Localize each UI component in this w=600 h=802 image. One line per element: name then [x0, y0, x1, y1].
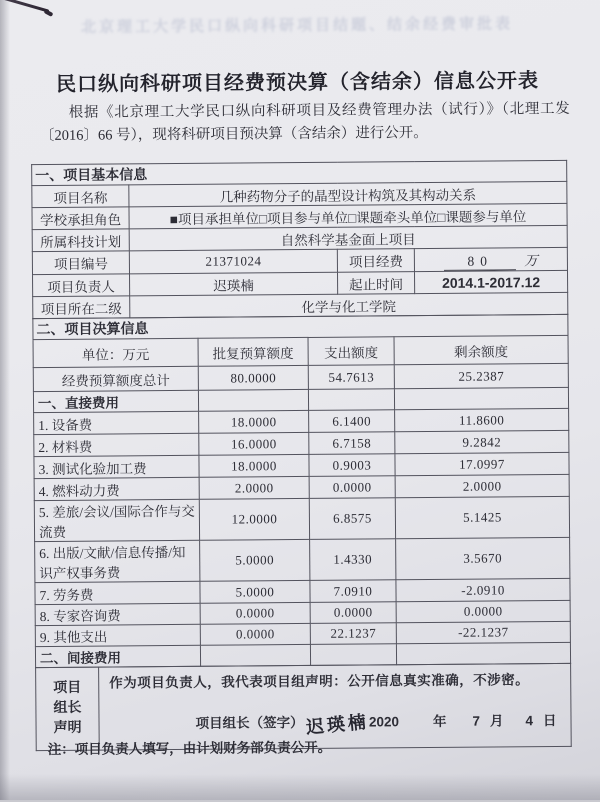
item-label: 6. 出版/文献/信息传播/知识产权事务费: [35, 540, 200, 582]
empty-cell: [198, 389, 308, 411]
item-label: 5. 差旅/会议/国际合作与交流费: [34, 499, 199, 541]
indirect-costs-header: 二、间接费用: [35, 645, 200, 667]
total-remaining: 25.2387: [394, 363, 568, 388]
basic-info-table: [31, 160, 568, 319]
total-approved: 80.0000: [198, 365, 308, 390]
leader-label: 项目负责人: [33, 274, 130, 297]
paper-bottom-shadow: [0, 774, 600, 800]
item-spent: 0.0000: [309, 476, 395, 499]
sign-label: 项目组长（签字）: [195, 714, 304, 731]
item-spent: 7.0910: [310, 580, 396, 603]
declaration-label-line: 项目: [53, 680, 82, 696]
paper-left-shadow: [0, 0, 10, 800]
bleed-through-text: 北京理工大学民口纵向科研项目结题、结余经费审批表: [80, 16, 514, 36]
handwritten-signature: 迟瑛楠: [305, 711, 370, 738]
project-funds-value: 80: [444, 253, 516, 271]
col-header-remaining: 剩余额度: [394, 335, 568, 364]
total-spent: 54.7613: [308, 365, 394, 390]
item-approved: 16.0000: [199, 432, 309, 455]
item-approved: 5.0000: [200, 539, 310, 581]
item-spent: 6.7158: [309, 432, 395, 455]
empty-cell: [394, 387, 568, 409]
item-spent: 22.1237: [310, 623, 396, 645]
item-label: 7. 劳务费: [35, 581, 200, 604]
item-remaining: 11.8600: [395, 408, 569, 431]
direct-costs-header: 一、直接费用: [33, 390, 198, 412]
signature-line: [109, 706, 562, 736]
date-group: [369, 709, 557, 730]
section2-header: 二、项目决算信息: [33, 314, 568, 339]
item-label: 9. 其他支出: [35, 624, 200, 646]
item-remaining: 5.1425: [395, 496, 569, 538]
item-label: 1. 设备费: [34, 411, 199, 434]
empty-cell: [308, 389, 394, 411]
item-approved: 18.0000: [199, 454, 309, 477]
col-header-approved: 批复预算额度: [198, 337, 308, 366]
item-remaining: 3.5670: [396, 537, 570, 579]
budget-table: [32, 314, 571, 668]
project-funds-label: 项目经费: [337, 249, 414, 273]
department-label: 项目所在二级: [33, 296, 130, 319]
form-tables: [31, 160, 571, 751]
declaration-label-line: 组长: [53, 700, 82, 716]
item-spent: 6.1400: [309, 410, 395, 433]
item-approved: 2.0000: [199, 476, 309, 499]
date-month-unit: 月: [489, 713, 504, 729]
school-role-value: ■项目承担单位□项目参与单位□课题牵头单位□课题参与单位: [129, 203, 567, 228]
item-remaining: 2.0000: [395, 474, 569, 497]
item-remaining: 17.0997: [395, 452, 569, 475]
document-title: 民口纵向科研项目经费预决算（含结余）信息公开表: [55, 70, 540, 96]
program-label: 所属科技计划: [32, 229, 129, 252]
empty-cell: [310, 644, 396, 666]
period-label: 起止时间: [337, 272, 414, 295]
item-approved: 18.0000: [199, 410, 309, 433]
declaration-label-line: 声明: [53, 720, 82, 736]
project-name-value: 几种药物分子的晶型设计构筑及其构动关系: [129, 181, 567, 206]
item-remaining: -2.0910: [396, 578, 570, 601]
empty-cell: [396, 642, 570, 664]
department-value: 化学与化工学院: [130, 292, 568, 317]
school-role-label: 学校承担角色: [32, 207, 129, 230]
col-header-unit: 单位：万元: [33, 338, 198, 367]
date-day-unit: 日: [542, 712, 557, 729]
program-value: 自然科学基金面上项目: [129, 225, 567, 250]
item-spent: 0.9003: [309, 454, 395, 477]
intro-paragraph: 根据《北京理工大学民口纵向科研项目及经费管理办法（试行）》（北理工发〔2016〕66 号），现将科研项目预决算（含结余）进行公开。: [39, 100, 570, 144]
date-year-unit: 年: [432, 713, 447, 729]
section1-header: 一、项目基本信息: [32, 160, 567, 185]
date-year: 2020: [368, 714, 400, 730]
project-name-label: 项目名称: [32, 185, 129, 208]
leader-value: 迟瑛楠: [130, 272, 338, 296]
total-label: 经费预算额度总计: [33, 366, 198, 391]
project-number-value: 21371024: [129, 249, 337, 274]
period-value: 2014.1-2017.12: [414, 270, 567, 293]
declaration-statement: 作为项目负责人，我代表项目组声明：公开信息真实准确，不涉密。: [109, 672, 530, 691]
item-label: 4. 燃料动力费: [34, 477, 199, 500]
col-header-spent: 支出额度: [308, 337, 394, 366]
item-spent: 0.0000: [310, 602, 396, 624]
item-approved: 12.0000: [199, 498, 309, 540]
project-number-label: 项目编号: [32, 251, 129, 275]
item-remaining: -22.1237: [396, 621, 570, 643]
item-remaining: 9.2842: [395, 430, 569, 453]
footer-note: 注：项目负责人填写，由计划财务部负责公开。: [47, 739, 332, 757]
table-row: [35, 537, 570, 582]
date-month: 7: [472, 713, 481, 729]
item-approved: 5.0000: [200, 580, 310, 603]
date-day: 4: [525, 713, 534, 729]
item-spent: 6.8575: [309, 498, 395, 540]
item-remaining: 0.0000: [396, 600, 570, 622]
empty-cell: [200, 644, 310, 666]
project-funds-cell: [414, 247, 567, 271]
item-approved: 0.0000: [200, 623, 310, 645]
table-row: [34, 496, 569, 541]
item-label: 8. 专家咨询费: [35, 603, 200, 625]
item-approved: 0.0000: [200, 602, 310, 624]
item-label: 3. 测试化验加工费: [34, 455, 199, 478]
item-spent: 1.4330: [310, 539, 396, 581]
project-funds-unit: 万: [524, 252, 538, 268]
item-label: 2. 材料费: [34, 433, 199, 456]
